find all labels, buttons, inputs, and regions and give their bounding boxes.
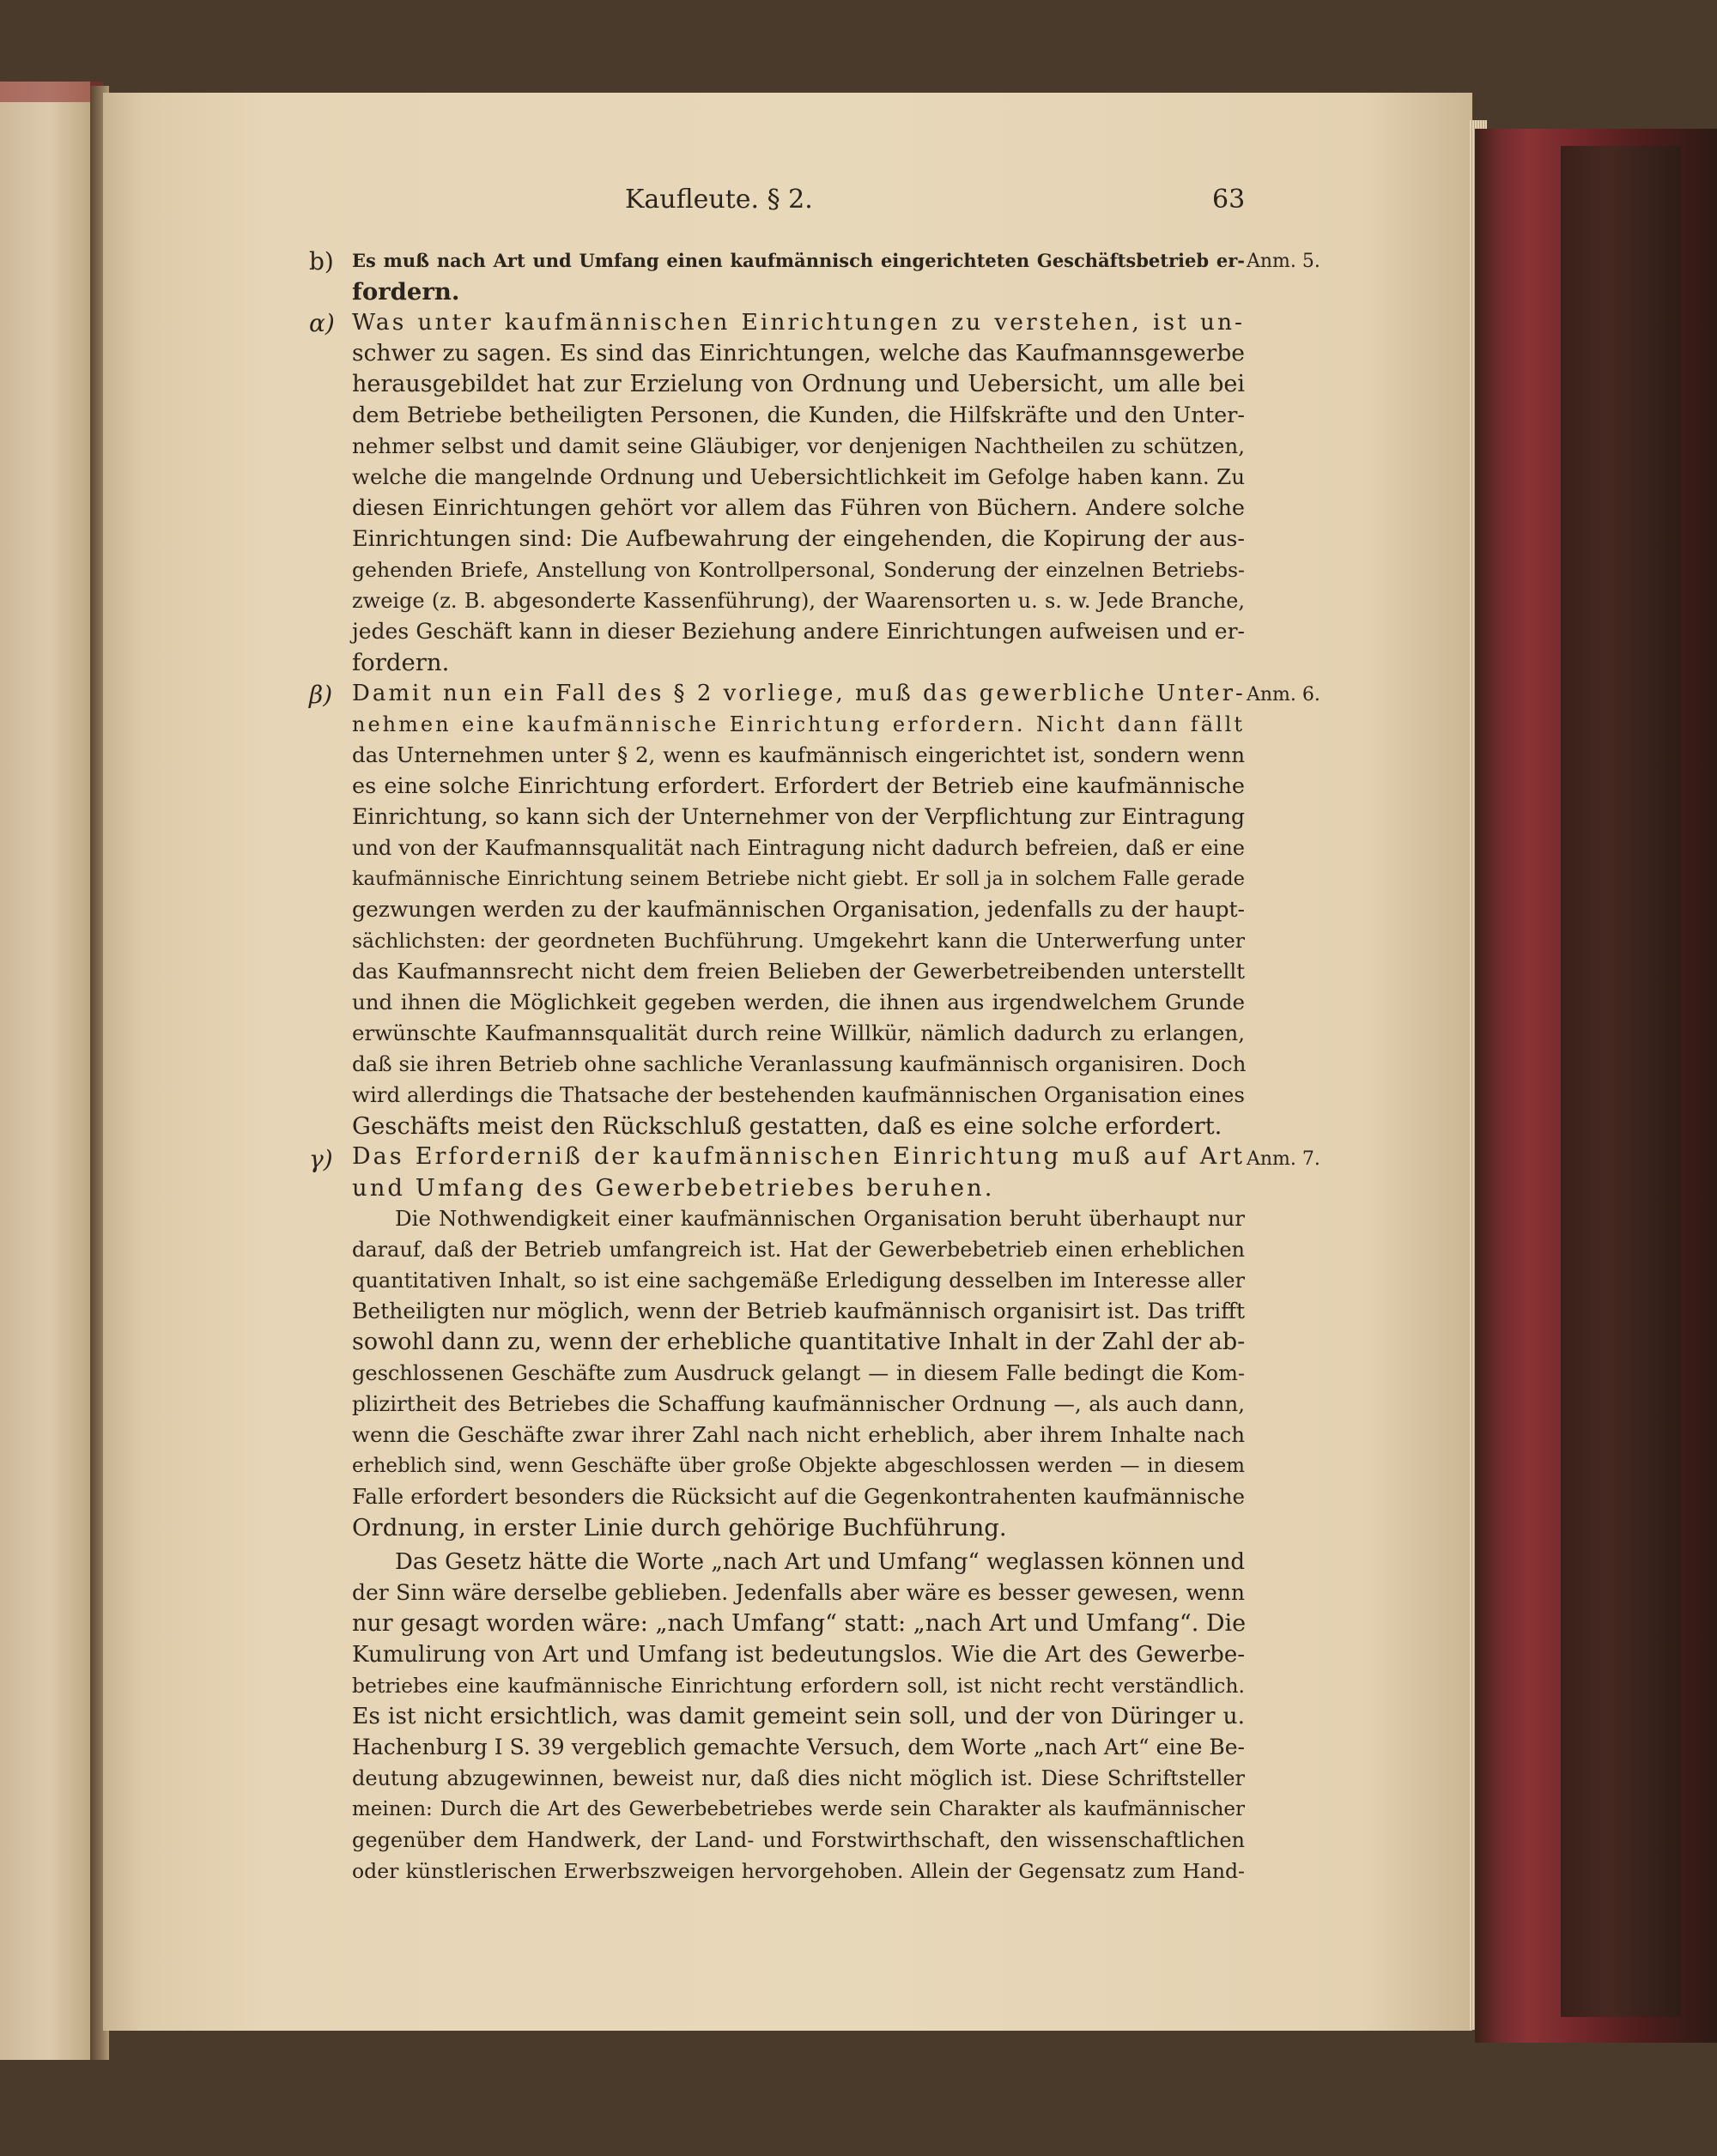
text-line: quantitativen Inhalt, so ist eine sachgemäße Erledigung desselben im Interesse aller	[352, 1269, 1245, 1293]
text-line: welche die mangelnde Ordnung und Uebersichtlichkeit im Gefolge haben kann. Zu	[352, 464, 1245, 489]
text-line: daß sie ihren Betrieb ohne sachliche Veranlassung kaufmännisch organisiren. Doch	[352, 1051, 1247, 1076]
text-line: Es ist nicht ersichtlich, was damit gemeint sein soll, und der von Düringer u.	[352, 1703, 1245, 1729]
marker-b: b)	[309, 247, 334, 276]
text-line: Ordnung, in erster Linie durch gehörige Buchführung.	[352, 1514, 1007, 1541]
text-line: Einrichtungen sind: Die Aufbewahrung der eingehenden, die Kopirung der aus-	[352, 526, 1245, 552]
text-line: darauf, daß der Betrieb umfangreich ist. Hat der Gewerbebetrieb einen erheblichen	[352, 1238, 1245, 1262]
text-line: Das Gesetz hätte die Worte „nach Art und Umfang“ weglassen können und	[395, 1549, 1245, 1575]
text-line: und von der Kaufmannsqualität nach Eintragung nicht dadurch befreien, daß er eine	[352, 836, 1245, 860]
text-line: Damit nun ein Fall des § 2 vorliege, muß das gewerbliche Unter-	[352, 681, 1246, 706]
text-line: das Unternehmen unter § 2, wenn es kaufmännisch eingerichtet ist, sondern wenn	[352, 742, 1245, 767]
text-line: das Kaufmannsrecht nicht dem freien Belieben der Gewerbetreibenden unterstellt	[352, 959, 1245, 984]
text-line: dem Betriebe betheiligten Personen, die Kunden, die Hilfskräfte und den Unter-	[352, 403, 1245, 428]
text-line: sowohl dann zu, wenn der erhebliche quantitative Inhalt in der Zahl der ab-	[352, 1329, 1246, 1355]
text-line: deutung abzugewinnen, beweist nur, daß dies nicht möglich ist. Diese Schriftsteller	[352, 1766, 1245, 1790]
margin-note-anm-6: Anm. 6.	[1247, 684, 1320, 706]
text-line: Geschäfts meist den Rückschluß gestatten, daß es eine solche erfordert.	[352, 1112, 1223, 1140]
text-line: fordern.	[352, 649, 450, 676]
text-line: Einrichtung, so kann sich der Unternehmer von der Verpflichtung zur Eintragung	[352, 804, 1245, 829]
text-line: schwer zu sagen. Es sind das Einrichtungen, welche das Kaufmannsgewerbe	[352, 340, 1245, 366]
text-line: kaufmännische Einrichtung seinem Betriebe nicht giebt. Er soll ja in solchem Falle gerade	[352, 868, 1245, 890]
text-line: es eine solche Einrichtung erfordert. Erfordert der Betrieb eine kaufmännische	[352, 773, 1245, 799]
text-line: diesen Einrichtungen gehört vor allem das Führen von Büchern. Andere solche	[352, 495, 1245, 521]
text-line: sächlichsten: der geordneten Buchführung. Umgekehrt kann die Unterwerfung unter	[352, 929, 1245, 953]
marker-alpha: α)	[309, 309, 335, 337]
text-line: nehmer selbst und damit seine Gläubiger, vor denjenigen Nachtheilen zu schützen,	[352, 433, 1245, 458]
marker-gamma: γ)	[309, 1145, 333, 1173]
margin-note-anm-7: Anm. 7.	[1247, 1148, 1320, 1170]
text-line: geschlossenen Geschäfte zum Ausdruck gelangt — in diesem Falle bedingt die Kom-	[352, 1361, 1245, 1385]
text-line: plizirtheit des Betriebes die Schaffung kaufmännischer Ordnung —, als auch dann,	[352, 1391, 1245, 1416]
text-line: gezwungen werden zu der kaufmännischen Organisation, jedenfalls zu der haupt-	[352, 897, 1245, 922]
text-line: betriebes eine kaufmännische Einrichtung erfordern soll, ist nicht recht verständlich.	[352, 1674, 1245, 1698]
text-line: herausgebildet hat zur Erzielung von Ordnung und Uebersicht, um alle bei	[352, 371, 1245, 397]
text-line: und Umfang des Gewerbebetriebes beruhen.	[352, 1174, 995, 1202]
text-line: Was unter kaufmännischen Einrichtungen zu verstehen, ist un-	[352, 309, 1245, 336]
text-line: wird allerdings die Thatsache der bestehenden kaufmännischen Organisation eines	[352, 1082, 1245, 1107]
text-line: gehenden Briefe, Anstellung von Kontrollpersonal, Sonderung der einzelnen Betriebs-	[352, 558, 1245, 582]
page-number: 63	[1212, 185, 1246, 215]
text-line: Kumulirung von Art und Umfang ist bedeutungslos. Wie die Art des Gewerbe-	[352, 1642, 1245, 1668]
running-title: Kaufleute. § 2.	[625, 185, 813, 215]
text-line: Falle erfordert besonders die Rücksicht auf die Gegenkontrahenten kaufmännische	[352, 1484, 1245, 1509]
text-line: und ihnen die Möglichkeit gegeben werden, die ihnen aus irgendwelchem Grunde	[352, 990, 1245, 1014]
text-line: Betheiligten nur möglich, wenn der Betrieb kaufmännisch organisirt ist. Das trifft	[352, 1299, 1245, 1323]
text-line: zweige (z. B. abgesonderte Kassenführung), der Waarensorten u. s. w. Jede Branche,	[352, 589, 1245, 613]
text-line: Es muß nach Art und Umfang einen kaufmännisch eingerichteten Geschäftsbetrieb er-	[352, 250, 1245, 271]
text-line: fordern.	[352, 278, 460, 306]
text-line: Die Nothwendigkeit einer kaufmännischen Organisation beruht überhaupt nur	[395, 1206, 1245, 1231]
text-line: nur gesagt worden wäre: „nach Umfang“ statt: „nach Art und Umfang“. Die	[352, 1610, 1247, 1637]
text-line: erwünschte Kaufmannsqualität durch reine Willkür, nämlich dadurch zu erlangen,	[352, 1020, 1245, 1045]
text-line: erheblich sind, wenn Geschäfte über große Objekte abgeschlossen werden — in diesem	[352, 1455, 1245, 1477]
text-line: der Sinn wäre derselbe geblieben. Jedenfalls aber wäre es besser gewesen, wenn	[352, 1580, 1245, 1605]
text-line: wenn die Geschäfte zwar ihrer Zahl nach nicht erheblich, aber ihrem Inhalte nach	[352, 1422, 1245, 1447]
text-line: gegenüber dem Handwerk, der Land- und Forstwirthschaft, den wissenschaftlichen	[352, 1828, 1245, 1852]
text-line: nehmen eine kaufmännische Einrichtung erfordern. Nicht dann fällt	[352, 712, 1245, 736]
text-line: meinen: Durch die Art des Gewerbebetriebes werde sein Charakter als kaufmännischer	[352, 1798, 1245, 1820]
text-line: oder künstlerischen Erwerbszweigen hervorgehoben. Allein der Gegensatz zum Hand-	[352, 1859, 1245, 1883]
text-line: Das Erforderniß der kaufmännischen Einrichtung muß auf Art	[352, 1143, 1245, 1170]
text-line: Hachenburg I S. 39 vergeblich gemachte Versuch, dem Worte „nach Art“ eine Be-	[352, 1735, 1245, 1759]
marker-beta: β)	[309, 681, 333, 709]
margin-note-anm-5: Anm. 5.	[1247, 251, 1320, 272]
text-line: jedes Geschäft kann in dieser Beziehung andere Einrichtungen aufweisen und er-	[352, 619, 1245, 644]
